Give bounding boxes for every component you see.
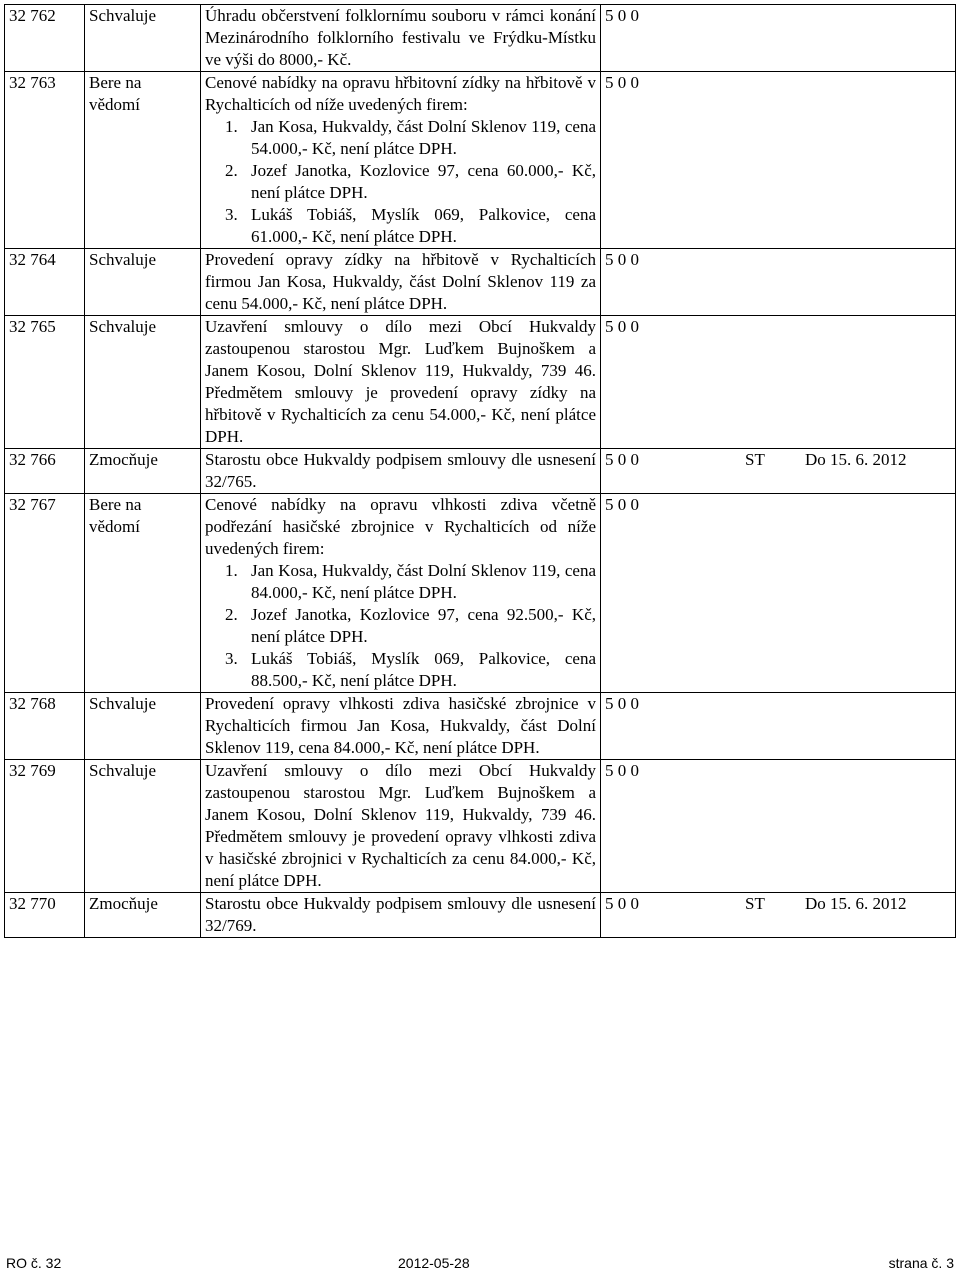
footer-date: 2012-05-28 <box>398 1255 470 1271</box>
responsible-person: ST <box>745 894 765 913</box>
page-footer <box>6 1254 954 1272</box>
resolution-intro: Cenové nabídky na opravu hřbitovní zídky na hřbitově v Rychalticích od níže uvedených firem: <box>205 73 596 114</box>
deadline: Do 15. 6. 2012 <box>805 894 907 913</box>
resolution-number: 32 763 <box>5 72 85 249</box>
offer-number: 3. <box>225 205 238 224</box>
deadline: Do 15. 6. 2012 <box>805 450 907 469</box>
resolution-action: Schvaluje <box>85 316 201 449</box>
resolution-text <box>201 494 601 693</box>
resolutions-table <box>4 4 956 938</box>
offer-text: Lukáš Tobiáš, Myslík 069, Palkovice, cena 61.000,- Kč, není plátce DPH. <box>251 205 596 246</box>
resolution-text <box>201 72 601 249</box>
table-row <box>5 693 956 760</box>
offer-text: Jan Kosa, Hukvaldy, část Dolní Sklenov 119, cena 84.000,- Kč, není plátce DPH. <box>251 561 596 602</box>
resolution-number: 32 768 <box>5 693 85 760</box>
resolution-number: 32 770 <box>5 893 85 938</box>
list-item <box>225 560 596 604</box>
resolution-action: Schvaluje <box>85 249 201 316</box>
budget-code: 5 0 0 <box>605 250 639 269</box>
offer-number: 1. <box>225 561 238 580</box>
resolution-meta <box>601 494 956 693</box>
resolution-meta <box>601 5 956 72</box>
list-item <box>225 160 596 204</box>
table-row <box>5 5 956 72</box>
resolution-number: 32 769 <box>5 760 85 893</box>
resolution-action: Schvaluje <box>85 5 201 72</box>
resolution-meta <box>601 316 956 449</box>
resolution-action <box>85 72 201 249</box>
resolution-meta <box>601 72 956 249</box>
budget-code: 5 0 0 <box>605 317 639 336</box>
resolution-text: Starostu obce Hukvaldy podpisem smlouvy dle usnesení 32/765. <box>201 449 601 494</box>
resolution-text: Uzavření smlouvy o dílo mezi Obcí Hukvaldy zastoupenou starostou Mgr. Luďkem Bujnoškem a Janem Kosou, Dolní Sklenov 119, Hukvaldy, 739 46. Předmětem smlouvy je provedení opravy vlhkosti zdiva v hasičské zbrojnici v Rychalticích za cenu 84.000,- Kč, není plátce DPH. <box>201 760 601 893</box>
resolution-action-label: Bere na vědomí <box>89 495 142 536</box>
offer-number: 2. <box>225 605 238 624</box>
resolution-number: 32 764 <box>5 249 85 316</box>
list-item <box>225 116 596 160</box>
offer-list <box>205 116 596 248</box>
resolution-action <box>85 494 201 693</box>
resolution-meta <box>601 693 956 760</box>
table-row <box>5 494 956 693</box>
resolution-action: Zmocňuje <box>85 449 201 494</box>
resolution-meta <box>601 893 956 938</box>
resolution-meta <box>601 449 956 494</box>
table-row <box>5 760 956 893</box>
resolution-action-label: Bere na vědomí <box>89 73 142 114</box>
budget-code: 5 0 0 <box>605 6 639 25</box>
table-row <box>5 316 956 449</box>
resolution-number: 32 762 <box>5 5 85 72</box>
resolution-text: Provedení opravy zídky na hřbitově v Rychalticích firmou Jan Kosa, Hukvaldy, část Dolní Sklenov 119 za cenu 54.000,- Kč, není plátce DPH. <box>201 249 601 316</box>
resolution-action: Schvaluje <box>85 760 201 893</box>
list-item <box>225 604 596 648</box>
offer-text: Jozef Janotka, Kozlovice 97, cena 60.000,- Kč, není plátce DPH. <box>251 161 596 202</box>
resolution-number: 32 765 <box>5 316 85 449</box>
budget-code: 5 0 0 <box>605 761 639 780</box>
resolution-intro: Cenové nabídky na opravu vlhkosti zdiva včetně podřezání hasičské zbrojnice v Rychalticích od níže uvedených firem: <box>205 495 596 558</box>
resolution-number: 32 766 <box>5 449 85 494</box>
resolution-number: 32 767 <box>5 494 85 693</box>
resolution-action: Schvaluje <box>85 693 201 760</box>
table-row <box>5 449 956 494</box>
resolution-meta <box>601 760 956 893</box>
offer-number: 1. <box>225 117 238 136</box>
resolution-text: Starostu obce Hukvaldy podpisem smlouvy dle usnesení 32/769. <box>201 893 601 938</box>
resolution-text: Uzavření smlouvy o dílo mezi Obcí Hukvaldy zastoupenou starostou Mgr. Luďkem Bujnoškem a Janem Kosou, Dolní Sklenov 119, Hukvaldy, 739 46. Předmětem smlouvy je provedení opravy zídky na hřbitově v Rychalticích za cenu 54.000,- Kč, není plátce DPH. <box>201 316 601 449</box>
budget-code: 5 0 0 <box>605 73 639 92</box>
resolution-text: Provedení opravy vlhkosti zdiva hasičské zbrojnice v Rychalticích firmou Jan Kosa, Hukvaldy, část Dolní Sklenov 119, cena 84.000,- Kč, není plátce DPH. <box>201 693 601 760</box>
table-row <box>5 893 956 938</box>
list-item <box>225 204 596 248</box>
list-item <box>225 648 596 692</box>
resolution-text: Úhradu občerstvení folklornímu souboru v rámci konání Mezinárodního folklorního festivalu ve Frýdku-Místku ve výši do 8000,- Kč. <box>201 5 601 72</box>
offer-number: 3. <box>225 649 238 668</box>
footer-page-number: strana č. 3 <box>888 1255 954 1271</box>
offer-text: Jan Kosa, Hukvaldy, část Dolní Sklenov 119, cena 54.000,- Kč, není plátce DPH. <box>251 117 596 158</box>
table-row <box>5 249 956 316</box>
offer-list <box>205 560 596 692</box>
resolution-meta <box>601 249 956 316</box>
offer-text: Jozef Janotka, Kozlovice 97, cena 92.500,- Kč, není plátce DPH. <box>251 605 596 646</box>
footer-meeting: RO č. 32 <box>6 1255 62 1271</box>
responsible-person: ST <box>745 450 765 469</box>
budget-code: 5 0 0 <box>605 894 639 913</box>
resolution-action: Zmocňuje <box>85 893 201 938</box>
table-row <box>5 72 956 249</box>
budget-code: 5 0 0 <box>605 694 639 713</box>
offer-number: 2. <box>225 161 238 180</box>
budget-code: 5 0 0 <box>605 450 639 469</box>
budget-code: 5 0 0 <box>605 495 639 514</box>
offer-text: Lukáš Tobiáš, Myslík 069, Palkovice, cena 88.500,- Kč, není plátce DPH. <box>251 649 596 690</box>
